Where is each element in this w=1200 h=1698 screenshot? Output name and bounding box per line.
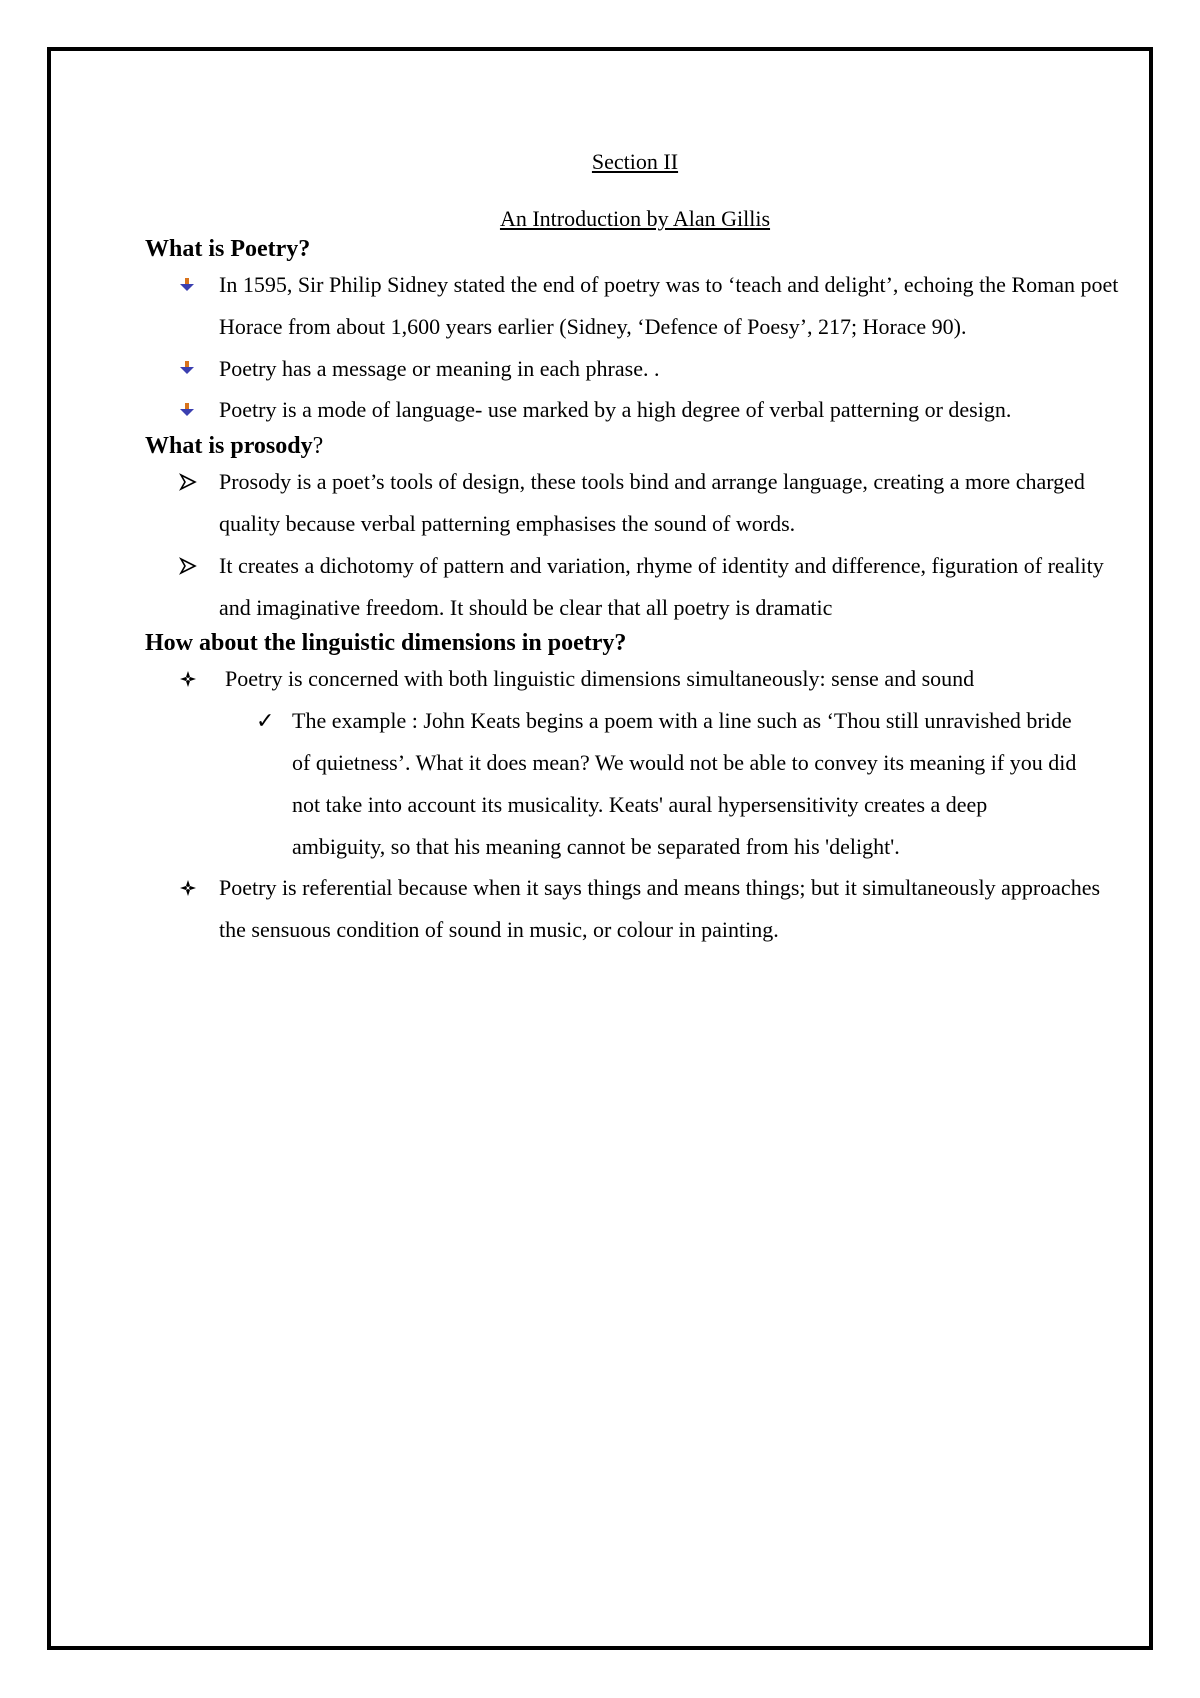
heading-what-is-poetry: What is Poetry? [145, 236, 311, 262]
checkmark-icon: ✓ [256, 708, 275, 734]
section-title: Section II [591, 149, 679, 174]
arrow-down-icon [179, 348, 207, 390]
arrow-down-icon [179, 264, 207, 306]
prosody-bullet-list [145, 461, 1115, 628]
document-page [47, 47, 1153, 1650]
list-item [145, 348, 1119, 390]
document-subtitle: An Introduction by Alan Gillis [499, 206, 771, 231]
diamond-icon [179, 867, 207, 909]
list-item [145, 867, 1119, 951]
sub-list-item-text: The example : John Keats begins a poem with a line such as ‘Thou still unravished bride of quietness’. What it does mean? We would not be able to convey its meaning if you did not take into account its musicality. Keats' aural hypersensitivity creates a deep ambiguity, so that his meaning cannot be separated from his 'delight'. [292, 708, 1077, 859]
list-item-text: In 1595, Sir Philip Sidney stated the end of poetry was to ‘teach and delight’, echoing the Roman poet Horace from about 1,600 years earlier (Sidney, ‘Defence of Poesy’, 217; Horace 90). [219, 272, 1119, 339]
document-content [145, 146, 1119, 951]
poetry-bullet-list [145, 264, 1119, 431]
heading-bold-part: What is prosody [145, 433, 313, 460]
arrowhead-icon [179, 545, 207, 587]
linguistic-bullet-list [145, 658, 1115, 951]
list-item-text: It creates a dichotomy of pattern and variation, rhyme of identity and difference, figuration of reality and imaginative freedom. It should be clear that all poetry is dramatic [219, 552, 1104, 620]
diamond-icon [179, 658, 207, 700]
list-item-text: Poetry is a mode of language- use marked by a high degree of verbal patterning or design. [219, 397, 1012, 423]
arrowhead-icon [179, 461, 207, 503]
arrow-down-icon [179, 389, 207, 431]
heading-linguistic-dimensions: How about the linguistic dimensions in poetry? [145, 630, 627, 657]
list-item [145, 461, 1119, 545]
heading-what-is-prosody [145, 431, 1115, 461]
list-item [145, 545, 1119, 629]
list-item [145, 389, 1119, 431]
list-item-text: Prosody is a poet’s tools of design, these tools bind and arrange language, creating a more charged quality because verbal patterning emphasises the sound of words. [219, 469, 1085, 536]
sub-list-item [219, 700, 1082, 867]
list-item [145, 264, 1119, 348]
list-item [145, 658, 1119, 867]
sub-list [219, 700, 1119, 867]
list-item-text: Poetry is referential because when it says things and means things; but it simultaneously approaches the sensuous condition of sound in music, or colour in painting. [219, 875, 1101, 943]
heading-tail: ? [312, 433, 324, 460]
list-item-text: Poetry has a message or meaning in each phrase. . [219, 355, 660, 381]
list-item-text: Poetry is concerned with both linguistic dimensions simultaneously: sense and sound [225, 666, 975, 692]
